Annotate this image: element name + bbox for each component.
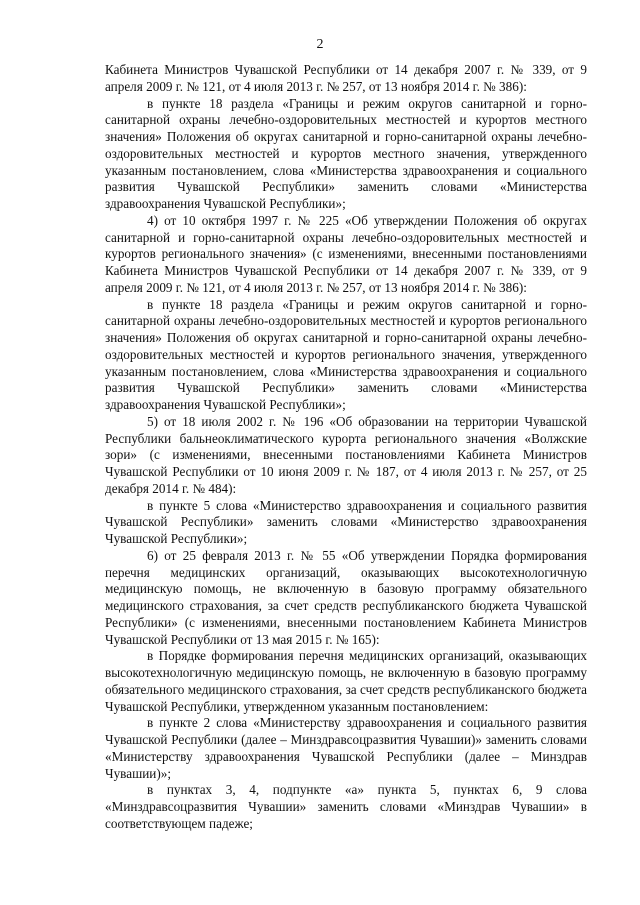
paragraph: в пункте 18 раздела «Границы и режим округов санитарной и горно-санитарной охраны лечебно-оздоровительных местностей и курортов местного значения» Положения об округах санитарной и горно-санитарной охраны лечебно-оздоровительных местностей и курортов местного значения, утвержденного указанным постановлением, слова «Министерства здравоохранения и социального развития Чувашской Республики» заменить словами «Министерства здравоохранения Чувашской Республики»; [105, 95, 587, 211]
paragraph: 5) от 18 июля 2002 г. № 196 «Об образовании на территории Чувашской Республики бальнеоклиматического курорта регионального значения «Волжские зори» (с изменениями, внесенными постановлениями Кабинета Министров Чувашской Республики от 10 июня 2009 г. № 187, от 4 июля 2013 г. № 257, от 25 декабря 2014 г. № 484): [105, 413, 587, 496]
paragraph: 4) от 10 октября 1997 г. № 225 «Об утверждении Положения об округах санитарной и горно-санитарной охраны лечебно-оздоровительных местностей и курортов регионального значения» (с изменениями, внесенными постановлениями Кабинета Министров Чувашской Республики от 14 декабря 2007 г. № 339, от 9 апреля 2009 г. № 121, от 4 июля 2013 г. № 257, от 13 ноября 2014 г. № 386): [105, 212, 587, 295]
paragraph: в Порядке формирования перечня медицинских организаций, оказывающих высокотехнологичную медицинскую помощь, не включенную в базовую программу обязательного медицинского страхования, за счет средств республиканского бюджета Чувашской Республики, утвержденном указанным постановлением: [105, 648, 587, 714]
paragraph: в пункте 18 раздела «Границы и режим округов санитарной и горно-санитарной охраны лечебно-оздоровительных местностей и курортов регионального значения» Положения об округах санитарной и горно-санитарной охраны лечебно-оздоровительных местностей и курортов регионального значения, утвержденного указанным постановлением, слова «Министерства здравоохранения и социального развития Чувашской Республики» заменить словами «Министерства здравоохранения Чувашской Республики»; [105, 296, 587, 412]
paragraph: Кабинета Министров Чувашской Республики от 14 декабря 2007 г. № 339, от 9 апреля 2009 г. № 121, от 4 июля 2013 г. № 257, от 13 ноября 2014 г. № 386): [105, 62, 587, 94]
paragraph: в пунктах 3, 4, подпункте «а» пункта 5, пунктах 6, 9 слова «Минздравсоцразвития Чувашии» заменить словами «Минздрав Чувашии» в соответствующем падеже; [105, 782, 587, 831]
document-body [105, 62, 587, 833]
paragraph: в пункте 5 слова «Министерство здравоохранения и социального развития Чувашской Республики» заменить словами «Министерство здравоохранения Чувашской Республики»; [105, 497, 587, 546]
page-number: 2 [316, 37, 324, 52]
paragraph: 6) от 25 февраля 2013 г. № 55 «Об утверждении Порядка формирования перечня медицинских организаций, оказывающих высокотехнологичную медицинскую помощь, не включенную в базовую программу обязательного медицинского страхования, за счет средств республиканского бюджета Чувашской Республики» (с изменениями, внесенными постановлением Кабинета Министров Чувашской Республики от 13 мая 2015 г. № 165): [105, 547, 587, 647]
paragraph: в пункте 2 слова «Министерству здравоохранения и социального развития Чувашской Республики (далее – Минздравсоцразвития Чувашии)» заменить словами «Министерству здравоохранения Чувашской Республики (далее – Минздрав Чувашии)»; [105, 715, 587, 781]
